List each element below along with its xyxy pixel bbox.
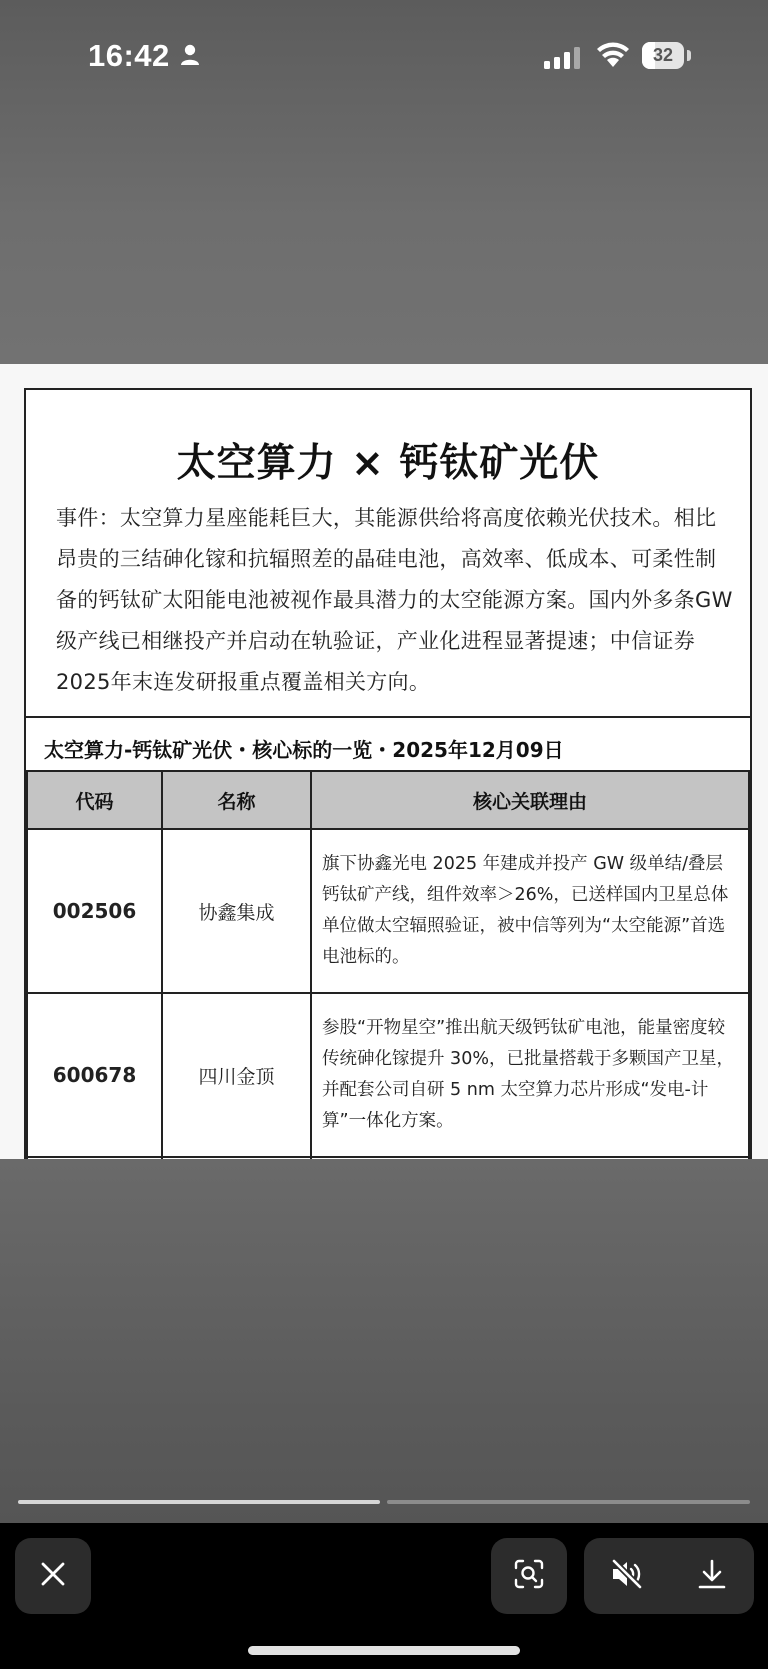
- battery-icon: [642, 42, 692, 69]
- table-header-row: [27, 771, 749, 829]
- home-indicator[interactable]: [248, 1646, 520, 1655]
- lens-search-button[interactable]: [491, 1538, 567, 1614]
- status-bar: [0, 30, 768, 82]
- stock-name: 协鑫集成: [162, 829, 311, 993]
- muted-speaker-icon: [610, 1559, 644, 1593]
- media-actions: [584, 1538, 754, 1614]
- document-frame: [24, 388, 752, 1159]
- stock-reason: 旗下协鑫光电 2025 年建成并投产 GW 级单结/叠层钙钛矿产线，组件效率＞26%，已送样国内卫星总体单位做太空辐照验证，被中信等列为“太空能源”首选电池标的。: [311, 829, 749, 993]
- event-paragraph: 事件：太空算力星座能耗巨大，其能源供给将高度依赖光伏技术。相比昂贵的三结砷化镓和抗辐照差的晶硅电池，高效率、低成本、可柔性制备的钙钛矿太阳能电池被视作最具潜力的太空能源方案。国内外多条GW级产线已相继投产并启动在轨验证，产业化进程显著提速；中信证券2025年末连发研报重点覆盖相关方向。: [56, 506, 733, 694]
- mute-button[interactable]: [584, 1538, 669, 1614]
- close-icon: [40, 1561, 66, 1591]
- table-row: [27, 829, 749, 993]
- stock-code: 600678: [27, 993, 162, 1157]
- shared-image[interactable]: [0, 364, 768, 1159]
- table-row: [27, 993, 749, 1157]
- cellular-signal-icon: [544, 47, 582, 73]
- stock-table: [26, 770, 750, 1159]
- column-header-name: 名称: [162, 771, 311, 829]
- table-title: 太空算力-钙钛矿光伏・核心标的一览・2025年12月09日: [44, 738, 564, 762]
- download-icon: [697, 1558, 727, 1594]
- wifi-icon: [596, 42, 630, 72]
- stock-reason: 参股“开物星空”推出航天级钙钛矿电池，能量密度较传统砷化镓提升 30%，已批量搭载于多颗国产卫星，并配套公司自研 5 nm 太空算力芯片形成“发电-计算”一体化方案。: [311, 993, 749, 1157]
- battery-level: 32: [652, 45, 674, 65]
- document-title: 太空算力 × 钙钛矿光伏: [176, 441, 600, 486]
- stock-name: 四川金顶: [162, 993, 311, 1157]
- progress-segment-inactive: [387, 1500, 750, 1504]
- progress-segment-active: [18, 1500, 380, 1504]
- column-header-code: 代码: [27, 771, 162, 829]
- bottom-backdrop: [0, 1159, 768, 1523]
- stock-code: 002506: [27, 829, 162, 993]
- section-divider: [26, 716, 750, 718]
- status-time: 16:42: [88, 38, 170, 73]
- download-button[interactable]: [669, 1538, 754, 1614]
- lens-search-icon: [513, 1558, 545, 1594]
- close-button[interactable]: [15, 1538, 91, 1614]
- person-icon: [180, 44, 200, 70]
- column-header-reason: 核心关联理由: [311, 771, 749, 829]
